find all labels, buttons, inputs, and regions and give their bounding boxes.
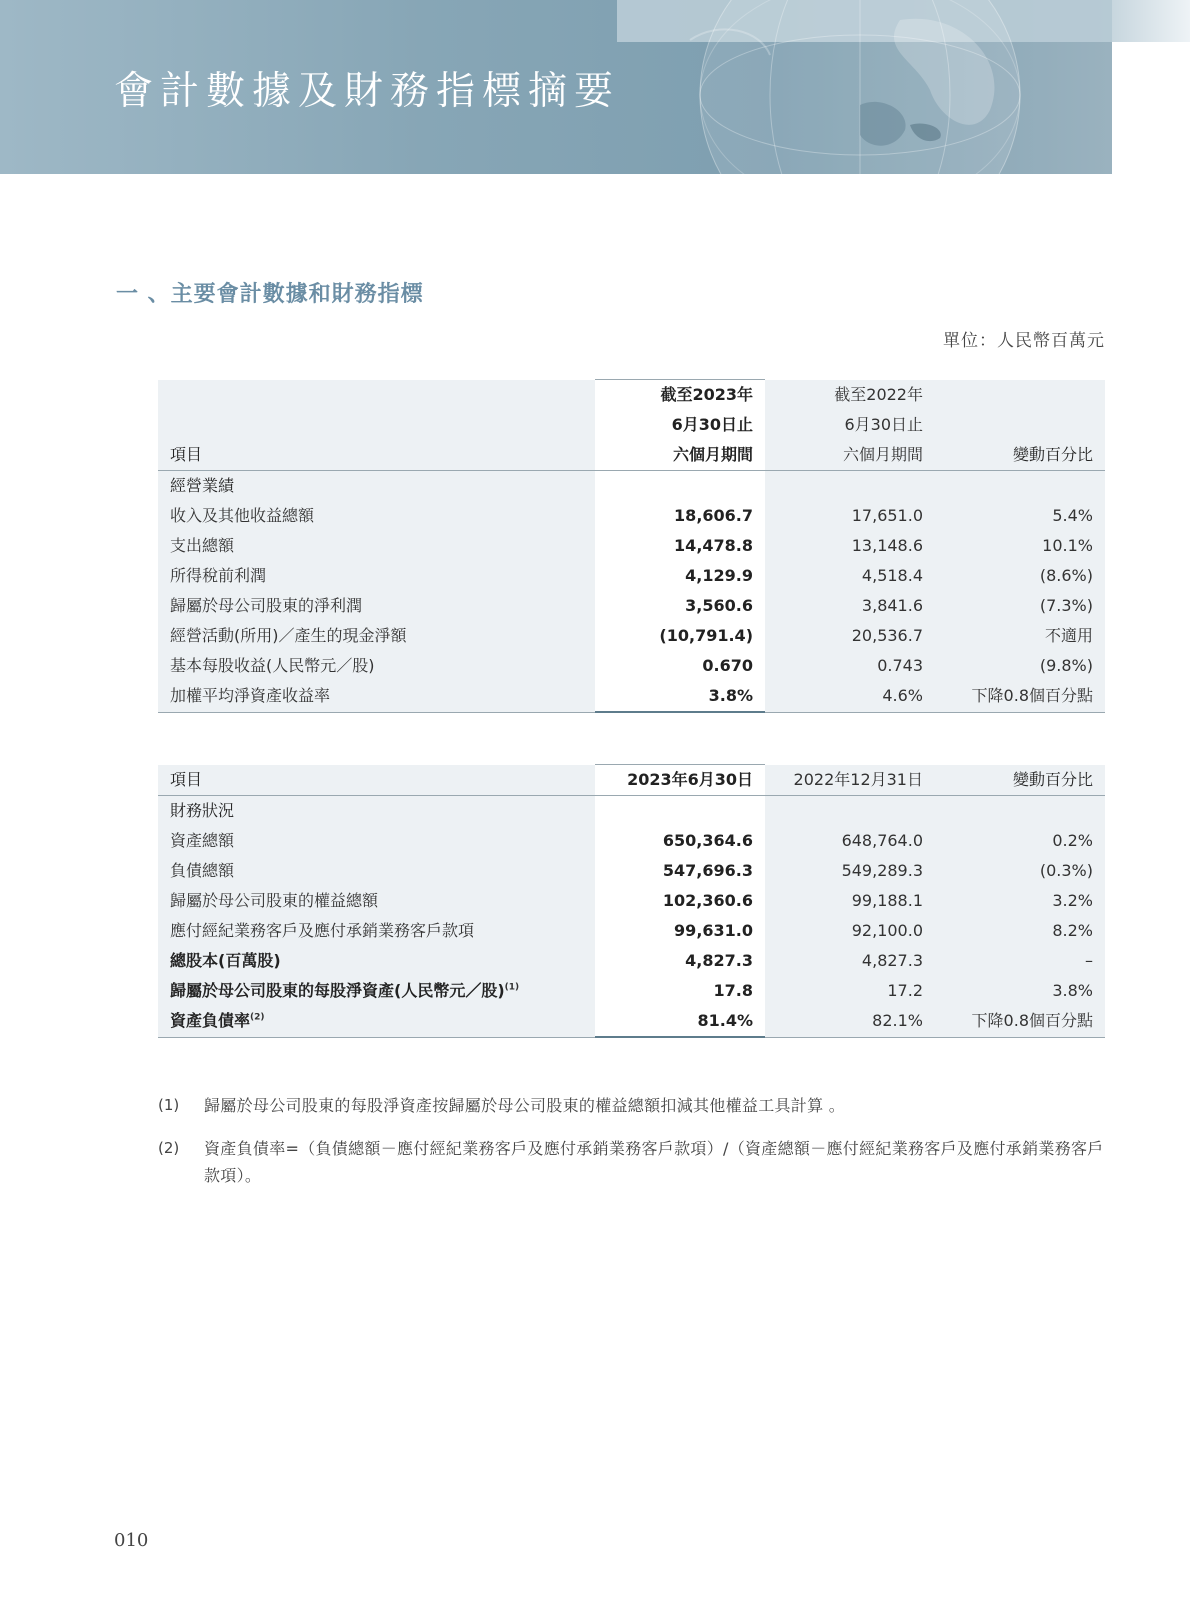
value-prior: 17.2	[765, 976, 935, 1006]
footnotes	[158, 1092, 1105, 1205]
value-current: 81.4%	[595, 1006, 765, 1037]
footnote-2	[158, 1135, 1105, 1189]
table-header-row	[158, 765, 1105, 796]
value-change: 8.2%	[935, 916, 1105, 946]
table-row	[158, 651, 1105, 681]
financial-position-table	[158, 764, 1105, 1038]
footnote-mark: (1)	[158, 1096, 180, 1114]
value-change: 10.1%	[935, 531, 1105, 561]
table-row	[158, 531, 1105, 561]
row-label: 加權平均淨資產收益率	[158, 681, 595, 712]
header-current-date: 2023年6月30日	[595, 765, 765, 796]
header-item: 項目	[158, 380, 595, 471]
value-prior: 99,188.1	[765, 886, 935, 916]
value-change: 下降0.8個百分點	[935, 681, 1105, 712]
section-row	[158, 796, 1105, 827]
table-row	[158, 856, 1105, 886]
table-row	[158, 501, 1105, 531]
unit-note: 單位：人民幣百萬元	[943, 331, 1105, 351]
value-change: 5.4%	[935, 501, 1105, 531]
value-current: 4,129.9	[595, 561, 765, 591]
section-label: 經營業績	[158, 471, 595, 502]
section-label: 財務狀況	[158, 796, 595, 827]
table-row	[158, 681, 1105, 712]
header-change: 變動百分比	[935, 765, 1105, 796]
row-label: 總股本(百萬股)	[158, 946, 595, 976]
row-label: 基本每股收益(人民幣元／股)	[158, 651, 595, 681]
value-change: –	[935, 946, 1105, 976]
footnote-text: 歸屬於母公司股東的每股淨資產按歸屬於母公司股東的權益總額扣減其他權益工具計算 。	[204, 1096, 846, 1115]
value-change: 下降0.8個百分點	[935, 1006, 1105, 1037]
value-change: (9.8%)	[935, 651, 1105, 681]
table-row	[158, 591, 1105, 621]
value-prior: 3,841.6	[765, 591, 935, 621]
banner-extension	[1112, 0, 1190, 42]
value-change: 不適用	[935, 621, 1105, 651]
header-item: 項目	[158, 765, 595, 796]
value-change: (0.3%)	[935, 856, 1105, 886]
value-current: 102,360.6	[595, 886, 765, 916]
value-current: 3,560.6	[595, 591, 765, 621]
table-row	[158, 561, 1105, 591]
value-prior: 648,764.0	[765, 826, 935, 856]
operating-results-table	[158, 379, 1105, 713]
section-row	[158, 471, 1105, 502]
value-prior: 549,289.3	[765, 856, 935, 886]
table-row	[158, 1006, 1105, 1037]
value-prior: 17,651.0	[765, 501, 935, 531]
footnote-ref: (2)	[250, 1012, 265, 1023]
table-row	[158, 916, 1105, 946]
row-label: 應付經紀業務客戶及應付承銷業務客戶款項	[158, 916, 595, 946]
table-row	[158, 886, 1105, 916]
row-label: 負債總額	[158, 856, 595, 886]
row-label: 收入及其他收益總額	[158, 501, 595, 531]
footnote-text: 資產負債率=（負債總額－應付經紀業務客戶及應付承銷業務客戶款項）/（資產總額－應付經紀業務客戶及應付承銷業務客戶款項）。	[204, 1139, 1104, 1185]
row-label: 歸屬於母公司股東的淨利潤	[158, 591, 595, 621]
row-label: 支出總額	[158, 531, 595, 561]
value-current: 4,827.3	[595, 946, 765, 976]
value-change: 0.2%	[935, 826, 1105, 856]
value-current: 0.670	[595, 651, 765, 681]
value-change: 3.2%	[935, 886, 1105, 916]
value-current: 14,478.8	[595, 531, 765, 561]
value-prior: 4,827.3	[765, 946, 935, 976]
header-change: 變動百分比	[935, 380, 1105, 471]
footnote-1	[158, 1092, 1105, 1119]
table-header-row	[158, 380, 1105, 471]
header-current-period: 截至2023年 6月30日止 六個月期間	[595, 380, 765, 471]
row-label: 歸屬於母公司股東的權益總額	[158, 886, 595, 916]
value-prior: 4.6%	[765, 681, 935, 712]
table-row	[158, 946, 1105, 976]
value-current: 650,364.6	[595, 826, 765, 856]
value-prior: 20,536.7	[765, 621, 935, 651]
value-change: (8.6%)	[935, 561, 1105, 591]
value-prior: 13,148.6	[765, 531, 935, 561]
footnote-mark: (2)	[158, 1139, 180, 1157]
value-prior: 92,100.0	[765, 916, 935, 946]
table-row	[158, 826, 1105, 856]
value-current: 99,631.0	[595, 916, 765, 946]
value-current: 547,696.3	[595, 856, 765, 886]
row-label: 所得稅前利潤	[158, 561, 595, 591]
value-prior: 0.743	[765, 651, 935, 681]
value-current: 18,606.7	[595, 501, 765, 531]
header-prior-date: 2022年12月31日	[765, 765, 935, 796]
header-banner	[0, 0, 1112, 174]
value-current: 3.8%	[595, 681, 765, 712]
page-title: 會計數據及財務指標摘要	[114, 69, 621, 114]
row-label: 經營活動(所用)／產生的現金淨額	[158, 621, 595, 651]
value-current: (10,791.4)	[595, 621, 765, 651]
value-prior: 82.1%	[765, 1006, 935, 1037]
row-label: 歸屬於母公司股東的每股淨資產(人民幣元／股)$^{(1)}$	[158, 976, 595, 1006]
value-current: 17.8	[595, 976, 765, 1006]
section-heading: 一 、主要會計數據和財務指標	[116, 282, 424, 307]
value-change: (7.3%)	[935, 591, 1105, 621]
row-label: 資產總額	[158, 826, 595, 856]
table-row	[158, 976, 1105, 1006]
value-prior: 4,518.4	[765, 561, 935, 591]
page-number: 010	[114, 1530, 149, 1551]
row-label: 資產負債率$^{(2)}$	[158, 1006, 595, 1037]
table-row	[158, 621, 1105, 651]
value-change: 3.8%	[935, 976, 1105, 1006]
header-prior-period: 截至2022年 6月30日止 六個月期間	[765, 380, 935, 471]
footnote-ref: (1)	[504, 982, 520, 993]
